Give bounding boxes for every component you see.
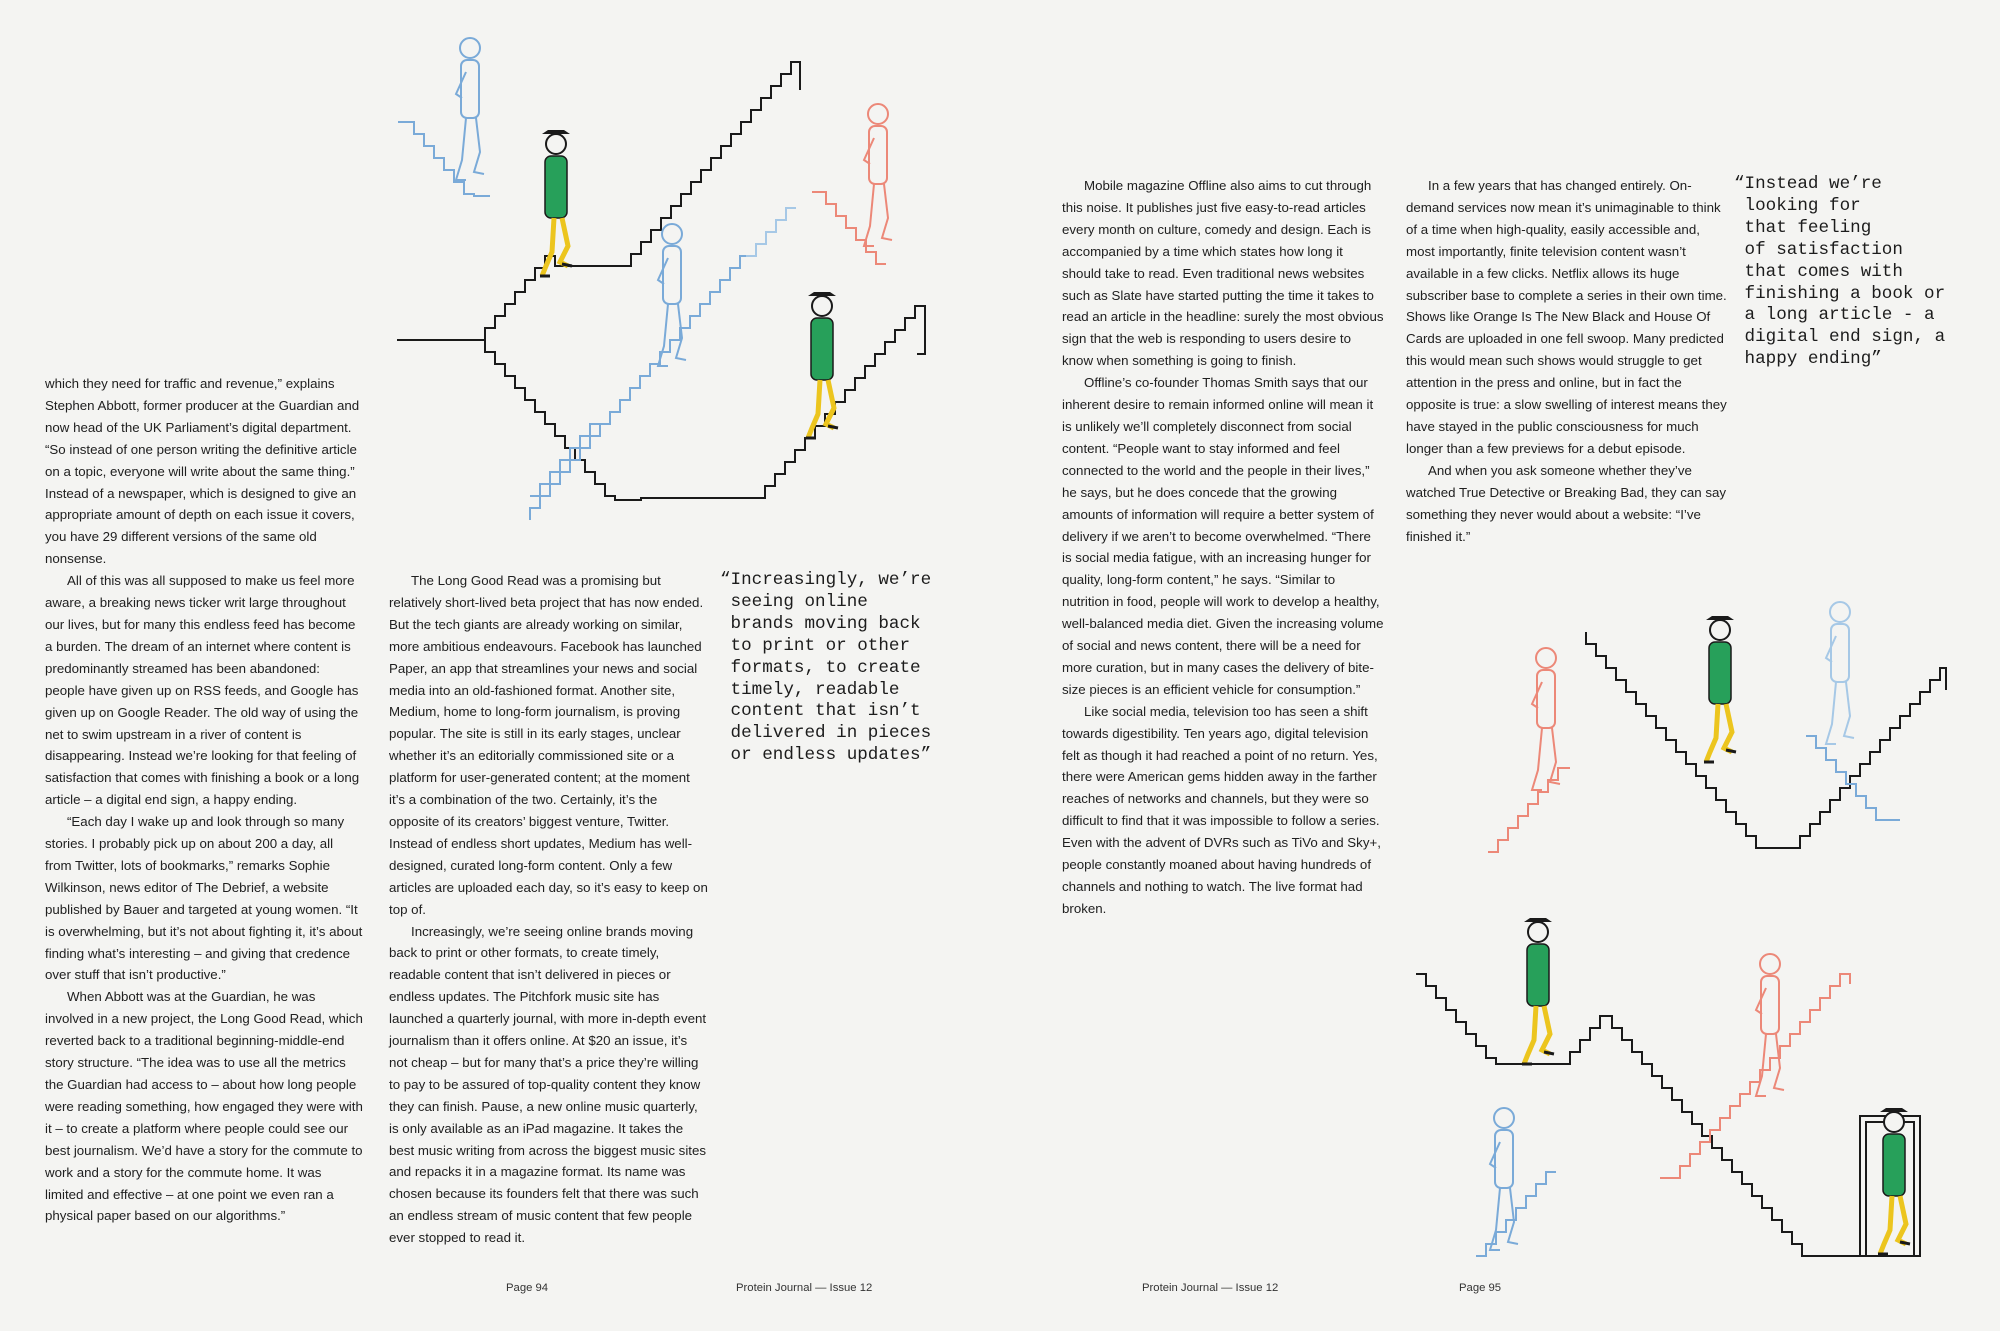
figure-green-2 <box>806 292 838 438</box>
figure-salmon-2 <box>1532 648 1560 790</box>
left-journal-title: Protein Journal — Issue 12 <box>736 1282 873 1294</box>
figure-green-1 <box>540 130 572 276</box>
figure-salmon-1 <box>864 104 892 246</box>
figure-green-4 <box>1522 918 1554 1064</box>
right-journal-title: Protein Journal — Issue 12 <box>1142 1282 1279 1294</box>
paragraph: And when you ask someone whether they’ve watched True Detective or Breaking Bad, they can say something they never would about a website: “I’ve finished it.” <box>1406 462 1727 544</box>
left-page-number: Page 94 <box>506 1282 549 1294</box>
right-page-number: Page 95 <box>1459 1282 1502 1294</box>
paragraph: When Abbott was at the Guardian, he was involved in a new project, the Long Good Read, which reverted back to a traditional beginning-middle-end story structure. “The idea was to use all the metrics the Guardian had access to – about how long people were reading something, how engaged they were with it – to create a platform where people could see our best journalism. We’d have a story for the commute to work and a story for the commute home. It was limited and effective – at one point we even ran a physical paper based on our algorithms.” <box>45 989 363 1224</box>
paragraph: “Each day I wake up and look through so many stories. I probably pick up on about 200 a day, all from Twitter, lots of bookmarks,” remarks Sophie Wilkinson, news editor of The Debrief, a website published by Bauer and targeted at young women. “It is overwhelming, but it’s not about fighting it, it’s about finding what’s interesting – and giving that credence over stuff that isn’t productive.” <box>45 814 363 983</box>
figure-blue-bottom <box>1490 1108 1518 1250</box>
paragraph: The Long Good Read was a promising but relatively short-lived beta project that has now ended. But the tech giants are already working on similar, more ambitious endeavours. Facebook has launched Paper, an app that streamlines your news and social media into an old-fashioned format. Another site, Medium, home to long-form journalism, is proving popular. The site is still in its early stages, unclear whether it’s an editorially commissioned site or a platform for user-generated content; at the moment it’s a combination of the two. Certainly, it’s the opposite of its creators’ biggest venture, Twitter. Instead of endless short updates, Medium has well-designed, curated long-form content. Only a few articles are uploaded each day, so it’s easy to keep on top of. <box>389 573 708 917</box>
paragraph: Offline’s co-founder Thomas Smith says that our inherent desire to remain informed online will mean it is unlikely we’ll completely disconnect from social content. “People want to stay informed and feel connected to the world and the people in their lives,” he says, but he does concede that the growing amounts of information will require a better system of delivery if we aren’t to become overwhelmed. “There is social media fatigue, with an increasing hunger for quality, long-form content,” he says. “Similar to nutrition in food, people will work to develop a healthy, well-balanced media diet. Given the increasing volume of social and news content, there will be a need for more curation, but in many cases the delivery of bite-size pieces is an efficient vehicle for consumption.” <box>1062 375 1384 697</box>
figure-green-3 <box>1704 616 1736 762</box>
paragraph: Like social media, television too has seen a shift towards digestibility. Ten years ago, digital television felt as though it had reached a point of no return. Yes, there were American gems hidden away in the farther reaches of networks and channels, but they were so difficult to find that it was impossible to follow a series. Even with the advent of DVRs such as TiVo and Sky+, people constantly moaned about having hundreds of channels and nothing to watch. The live format had broken. <box>1062 703 1381 916</box>
right-pull-quote: “Instead we’re looking for that feeling of satisfaction that comes with finishing a book or a long article - a digital end sign, a happy ending” <box>1734 174 1946 370</box>
figure-salmon-3 <box>1756 954 1784 1096</box>
left-pull-quote: “Increasingly, we’re seeing online brands moving back to print or other formats, to create timely, readable content that isn’t delivered in pieces or endless updates” <box>720 570 932 766</box>
paragraph: Mobile magazine Offline also aims to cut through this noise. It publishes just five easy-to-read articles every month on culture, comedy and design. Each is accompanied by a time which states how long it should take to read. Even traditional news websites such as Slate have started putting the time it takes to read an article in the headline: surely the most obvious sign that the web is responding to users desire to know when something is going to finish. <box>1062 178 1384 369</box>
paragraph: All of this was all supposed to make us feel more aware, a breaking news ticker writ large throughout our lives, but for many this endless feed has become a burden. The dream of an internet where content is predominantly streamed has been abandoned: people have given up on RSS feeds, and Google has given up on Google Reader. The old way of using the net to swim upstream in a river of content is disappearing. Instead we’re looking for that feeling of satisfaction that comes with finishing a book or a long article – a digital end sign, a happy ending. <box>45 573 360 808</box>
paragraph: In a few years that has changed entirely. On-demand services now mean it’s unimaginable to think of a time when high-quality, easily accessible and, most importantly, finite television content wasn’t available in a few clicks. Netflix allows its huge subscriber base to complete a series in their own time. Shows like Orange Is The New Black and House Of Cards are uploaded in one fell swoop. Many predicted this would mean such shows would struggle to get attention in the press and online, but in fact the opposite is true: a slow swelling of interest means they have stayed in the public consciousness for much longer than a few previews for a debut episode. <box>1406 178 1727 456</box>
paragraph: which they need for traffic and revenue,” explains Stephen Abbott, former producer at the Guardian and now head of the UK Parliament’s digital department. “So instead of one person writing the definitive article on a topic, everyone will write about the same thing.” Instead of a newspaper, which is designed to give an appropriate amount of depth on each issue it covers, you have 29 different versions of the same old nonsense. <box>45 376 360 567</box>
figure-blue-middle <box>658 224 686 366</box>
figure-green-doorway <box>1878 1108 1910 1254</box>
paragraph: Increasingly, we’re seeing online brands moving back to print or other formats, to create timely, readable content that isn’t delivered in pieces or endless updates. The Pitchfork music site has launched a quarterly journal, with more in-depth event journalism than it offers online. At $20 an issue, it’s not cheap – but for many that’s a price they’re willing to pay to be assured of top-quality content they know they can finish. Pause, a new online music quarterly, is only available as an iPad magazine. It takes the best music writing from across the biggest music sites and repacks it in a magazine format. Its name was chosen because its founders felt that there was such an endless stream of music content that few people ever stopped to read it. <box>389 923 707 1246</box>
figure-blue-top-left <box>456 38 484 180</box>
figure-lightblue-right <box>1826 602 1854 744</box>
